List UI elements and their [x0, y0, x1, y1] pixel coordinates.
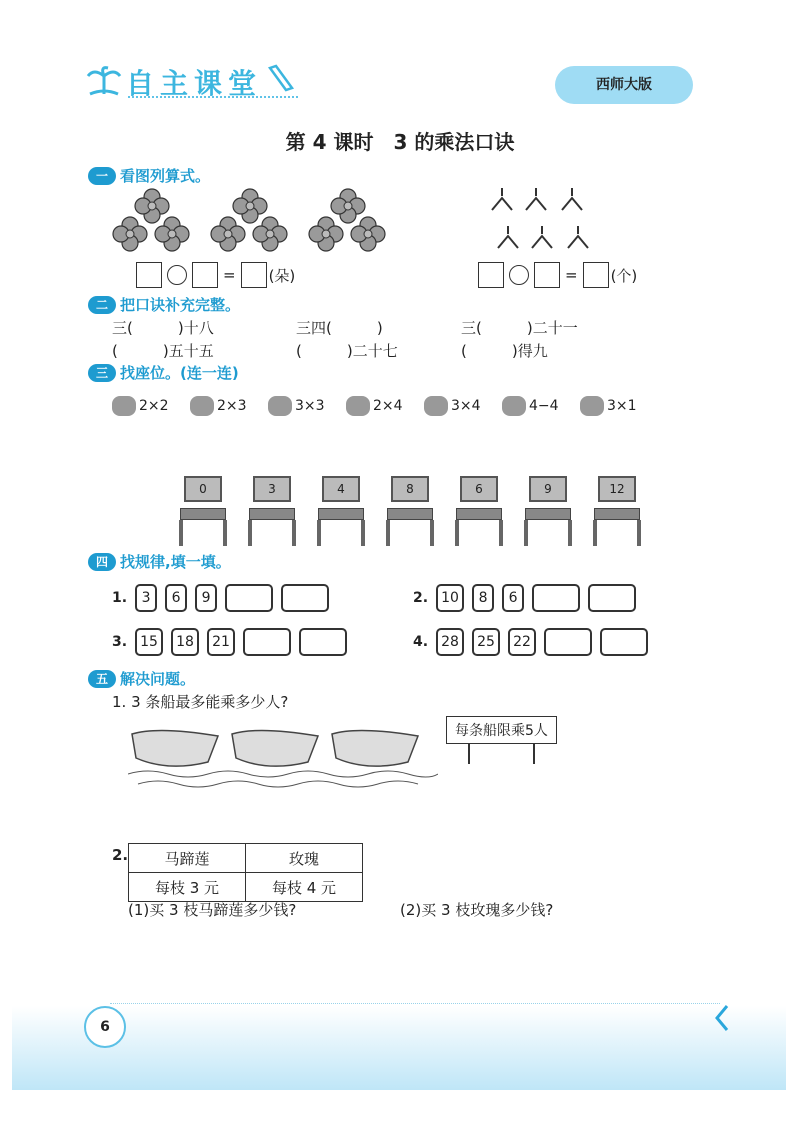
operator-circle[interactable] [167, 265, 187, 285]
group-label: 1. [112, 590, 128, 606]
table-cell: 每枝 4 元 [246, 873, 363, 902]
answer-box[interactable] [534, 262, 560, 288]
pencil-icon [266, 62, 296, 98]
animal-expression: 3×3 [295, 398, 325, 414]
question-1: 1. 3 条船最多能乘多少人? [112, 693, 289, 711]
animal-card[interactable] [424, 396, 502, 416]
group-label: 3. [112, 634, 128, 650]
table-cell: 每枝 3 元 [129, 873, 246, 902]
chair-number: 8 [391, 476, 429, 502]
flowers-equation [136, 262, 295, 288]
section-4-heading [88, 551, 231, 572]
pattern-box: 6 [165, 584, 187, 612]
animal-card[interactable] [580, 396, 658, 416]
pattern-answer-box[interactable] [600, 628, 648, 656]
pattern-answer-box[interactable] [532, 584, 580, 612]
price-table [128, 843, 363, 902]
flower-icon [155, 217, 189, 251]
answer-box[interactable] [241, 262, 267, 288]
animal-expression: 2×2 [139, 398, 169, 414]
animal-card[interactable] [190, 396, 268, 416]
chair[interactable] [316, 476, 366, 546]
chair-row [178, 476, 642, 546]
answer-box[interactable] [478, 262, 504, 288]
animal-expression: 3×1 [607, 398, 637, 414]
section-title: 看图列算式。 [120, 167, 211, 185]
section-title: 找规律,填一填。 [120, 553, 231, 571]
animal-icon [112, 396, 136, 416]
section-5-heading [88, 668, 195, 689]
table-header: 马蹄莲 [129, 844, 246, 873]
chair[interactable] [523, 476, 573, 546]
flower-icon [309, 217, 343, 251]
animal-icon [268, 396, 292, 416]
pattern-box: 6 [502, 584, 524, 612]
flower-icon [233, 189, 267, 223]
chair-number: 6 [460, 476, 498, 502]
flower-icon [211, 217, 245, 251]
chair-number: 9 [529, 476, 567, 502]
animal-icon [346, 396, 370, 416]
table-header: 玫瑰 [246, 844, 363, 873]
chair[interactable] [385, 476, 435, 546]
animal-card[interactable] [502, 396, 580, 416]
pattern-group-3 [112, 628, 347, 656]
section-number: 一 [88, 167, 116, 185]
section-number: 三 [88, 364, 116, 382]
pattern-box: 10 [436, 584, 464, 612]
rhyme-item[interactable]: 三( )二十一 [461, 319, 578, 337]
boats-image [128, 714, 438, 800]
chair[interactable] [592, 476, 642, 546]
sign-text: 每条船限乘5人 [446, 716, 557, 744]
animal-expression: 2×4 [373, 398, 403, 414]
animal-card[interactable] [346, 396, 424, 416]
animal-card[interactable] [268, 396, 346, 416]
animal-expression: 3×4 [451, 398, 481, 414]
question-2-label: 2. [112, 846, 129, 864]
unit-label: (朵) [268, 266, 296, 285]
answer-box[interactable] [192, 262, 218, 288]
answer-box[interactable] [583, 262, 609, 288]
header-divider [128, 96, 298, 98]
unit-label: (个) [610, 266, 638, 285]
pattern-box: 18 [171, 628, 199, 656]
rhyme-item[interactable]: 三四( ) [296, 319, 383, 337]
pattern-answer-box[interactable] [243, 628, 291, 656]
chevron-left-icon[interactable] [714, 1004, 730, 1036]
pattern-box: 22 [508, 628, 536, 656]
pattern-answer-box[interactable] [544, 628, 592, 656]
page-number: 6 [84, 1006, 126, 1048]
animal-expression: 2×3 [217, 398, 247, 414]
flower-icon [135, 189, 169, 223]
flower-icon [331, 189, 365, 223]
equals-sign: = [565, 266, 578, 284]
boat-limit-sign [446, 716, 557, 764]
rhyme-item[interactable]: ( )得九 [461, 342, 548, 360]
pattern-box: 25 [472, 628, 500, 656]
flowers-image [108, 188, 398, 262]
pattern-box: 3 [135, 584, 157, 612]
pattern-box: 8 [472, 584, 494, 612]
chair-number: 0 [184, 476, 222, 502]
chair[interactable] [247, 476, 297, 546]
section-3-heading [88, 362, 239, 383]
section-title: 解决问题。 [120, 670, 196, 688]
rhyme-item[interactable]: ( )五十五 [112, 342, 214, 360]
flower-icon [253, 217, 287, 251]
chair-number: 3 [253, 476, 291, 502]
operator-circle[interactable] [509, 265, 529, 285]
logo-text: 自主课堂 [126, 67, 263, 100]
animal-icon [424, 396, 448, 416]
sticks-image [488, 186, 598, 264]
animal-icon [502, 396, 526, 416]
animal-card[interactable] [112, 396, 190, 416]
pattern-answer-box[interactable] [299, 628, 347, 656]
section-title: 把口诀补充完整。 [120, 296, 241, 314]
group-label: 2. [413, 590, 429, 606]
animal-expression: 4−4 [529, 398, 559, 414]
lesson-title: 第 4 课时 3 的乘法口诀 [285, 130, 515, 154]
section-number: 四 [88, 553, 116, 571]
pattern-group-4 [413, 628, 648, 656]
section-number: 二 [88, 296, 116, 314]
edition-badge: 西师大版 [555, 66, 693, 104]
sticks-equation [478, 262, 637, 288]
section-2-heading [88, 294, 240, 315]
answer-box[interactable] [136, 262, 162, 288]
footer-band [12, 1006, 786, 1090]
section-title: 找座位。(连一连) [120, 364, 239, 382]
chair[interactable] [178, 476, 228, 546]
group-label: 4. [413, 634, 429, 650]
pattern-box: 21 [207, 628, 235, 656]
rhyme-item[interactable]: ( )二十七 [296, 342, 398, 360]
chair-number: 4 [322, 476, 360, 502]
section-1-heading [88, 165, 210, 186]
pattern-answer-box[interactable] [225, 584, 273, 612]
flower-icon [351, 217, 385, 251]
pattern-group-1 [112, 584, 329, 612]
chair-number: 12 [598, 476, 636, 502]
question-2a: (1)买 3 枝马蹄莲多少钱? [128, 901, 297, 919]
equals-sign: = [223, 266, 236, 284]
chair[interactable] [454, 476, 504, 546]
pattern-box: 9 [195, 584, 217, 612]
flower-icon [113, 217, 147, 251]
pattern-group-2 [413, 584, 636, 612]
section-number: 五 [88, 670, 116, 688]
pattern-answer-box[interactable] [281, 584, 329, 612]
animal-row [112, 396, 658, 416]
pattern-answer-box[interactable] [588, 584, 636, 612]
animal-icon [190, 396, 214, 416]
question-2b: (2)买 3 枝玫瑰多少钱? [400, 901, 554, 919]
rhyme-item[interactable]: 三( )十八 [112, 319, 214, 337]
animal-icon [580, 396, 604, 416]
palm-tree-icon [86, 66, 122, 100]
pattern-box: 15 [135, 628, 163, 656]
pattern-box: 28 [436, 628, 464, 656]
footer-divider [110, 1003, 720, 1004]
